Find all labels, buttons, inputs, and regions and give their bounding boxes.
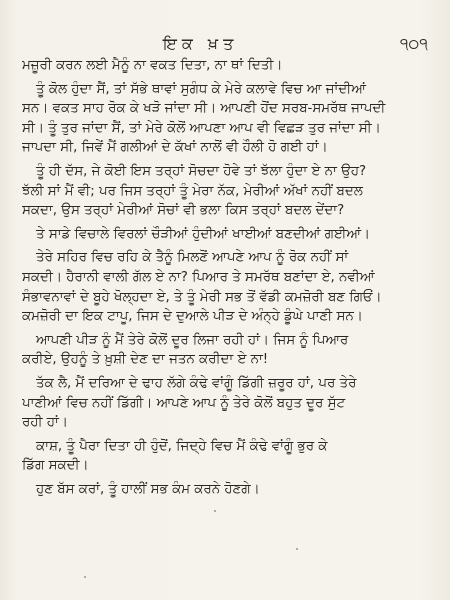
text-line: ਤੇ ਸਾਡੇ ਵਿਚਾਲੇ ਵਿਰਲਾਂ ਚੌੜੀਆਂ ਹੁੰਦੀਆਂ ਖਾਈਆਂ ਬਣਦੀਆਂ ਗਈਆਂ।	[36, 226, 370, 242]
paragraph	[22, 374, 436, 433]
text-line: ਸਨ। ਵਕਤ ਸਾਹ ਰੋਕ ਕੇ ਖੜੋ ਜਾਂਦਾ ਸੀ। ਆਪਣੀ ਹੋਂਦ ਸਰਬ-ਸਮਰੱਥ ਜਾਪਦੀ	[22, 101, 386, 117]
text-line: ਜਾਪਦਾ ਸੀ, ਜਿਵੇਂ ਮੈਂ ਗਲੀਆਂ ਦੇ ਕੱਖਾਂ ਨਾਲੋਂ ਵੀ ਹੌਲੀ ਹੋ ਗਈ ਹਾਂ।	[22, 140, 328, 156]
paragraph	[22, 480, 436, 500]
text-line: ਕਰੀਏ, ਉਹਨੂੰ ਤੇ ਖ਼ੁਸ਼ੀ ਦੇਣ ਦਾ ਜਤਨ ਕਰੀਦਾ ਏ ਨਾ!	[22, 352, 269, 368]
paragraph	[22, 80, 436, 158]
text-line: ਸੰਭਾਵਨਾਵਾਂ ਦੇ ਬੂਹੇ ਖੋਲ੍ਹਦਾ ਏ, ਤੇ ਤੂੰ ਮੇਰੀ ਸਭ ਤੋਂ ਵੱਡੀ ਕਮਜ਼ੋਰੀ ਬਣ ਗਿਓਂ।	[22, 289, 382, 305]
paper-speck	[214, 510, 216, 512]
running-title: ਇਕ ਖ਼ਤ	[163, 34, 239, 53]
text-line: ਸੀ। ਤੂੰ ਤੁਰ ਜਾਂਦਾ ਸੈਂ, ਤਾਂ ਮੇਰੇ ਕੋਲੋਂ ਆਪਣਾ ਆਪ ਵੀ ਵਿਛੜ ਤੁਰ ਜਾਂਦਾ ਸੀ।	[22, 120, 381, 136]
text-line: ਝੱਲੀ ਸਾਂ ਮੈਂ ਵੀ; ਪਰ ਜਿਸ ਤਰ੍ਹਾਂ ਤੂੰ ਮੇਰਾ ਨੱਕ, ਮੇਰੀਆਂ ਅੱਖਾਂ ਨਹੀਂ ਬਦਲ	[22, 183, 363, 199]
text-line: ਰਹੀ ਹਾਂ।	[22, 415, 68, 431]
paragraph	[22, 437, 436, 476]
paragraph	[22, 225, 436, 245]
paragraph	[22, 248, 436, 326]
page-number: ੧੦੧	[399, 34, 428, 53]
text-line: ਪਾਣੀਆਂ ਵਿਚ ਨਹੀਂ ਡਿੱਗੀ। ਆਪਣੇ ਆਪ ਨੂੰ ਤੇਰੇ ਕੋਲੋਂ ਬਹੁਤ ਦੂਰ ਸੁੱਟ	[22, 395, 346, 411]
text-line: ਕਾਸ਼, ਤੂੰ ਪੈਰਾ ਦਿਤਾ ਹੀ ਹੁੰਦੋਂ, ਜਿਦ੍ਹੇ ਵਿਚ ਮੈਂ ਕੰਢੇ ਵਾਂਗੂੰ ਭੁਰ ਕੇ	[36, 438, 328, 454]
paragraph	[22, 331, 436, 370]
text-line: ਮਜ਼ੂਰੀ ਕਰਨ ਲਈ ਮੈਨੂੰ ਨਾ ਵਕਤ ਦਿਤਾ, ਨਾ ਥਾਂ ਦਿਤੀ।	[22, 58, 283, 73]
text-line: ਆਪਣੀ ਪੀੜ ਨੂੰ ਮੈਂ ਤੇਰੇ ਕੋਲੋਂ ਦੂਰ ਲਿਜਾ ਰਹੀ ਹਾਂ। ਜਿਸ ਨੂੰ ਪਿਆਰ	[36, 332, 349, 348]
body-text	[22, 56, 436, 503]
text-line: ਸਕਦਾ, ਉਸ ਤਰ੍ਹਾਂ ਮੇਰੀਆਂ ਸੋਚਾਂ ਵੀ ਭਲਾ ਕਿਸ ਤਰ੍ਹਾਂ ਬਦਲ ਦੇਂਦਾ?	[22, 203, 345, 219]
text-line: ਡਿੱਗ ਸਕਦੀ।	[22, 458, 89, 474]
text-line: ਤੂੰ ਕੋਲ ਹੁੰਦਾ ਸੈਂ, ਤਾਂ ਸੱਭੇ ਥਾਵਾਂ ਸੁਗੰਧ ਕੇ ਮੇਰੇ ਕਲਾਵੇ ਵਿਚ ਆ ਜਾਂਦੀਆਂ	[36, 81, 366, 97]
text-line: ਹੁਣ ਬੱਸ ਕਰਾਂ, ਤੂੰ ਹਾਲੀਂ ਸਭ ਕੰਮ ਕਰਨੇ ਹੋਣਗੇ।	[36, 481, 260, 497]
text-line: ਤੱਕ ਲੈ, ਮੈਂ ਦਰਿਆ ਦੇ ਢਾਹ ਲੱਗੇ ਕੰਢੇ ਵਾਂਗੂੰ ਡਿੱਗੀ ਜ਼ਰੂਰ ਹਾਂ, ਪਰ ਤੇਰੇ	[36, 375, 357, 391]
text-line: ਕਮਜ਼ੋਰੀ ਦਾ ਇਕ ਟਾਪੂ, ਜਿਸ ਦੇ ਦੁਆਲੇ ਪੀੜ ਦੇ ਅੰਨ੍ਹੇ ਡੂੰਘੇ ਪਾਣੀ ਸਨ।	[22, 309, 363, 325]
text-line: ਸਕਦੀ। ਹੈਰਾਨੀ ਵਾਲੀ ਗੱਲ ਏ ਨਾ? ਪਿਆਰ ਤੇ ਸਮਰੱਥ ਬਣਾਂਦਾ ਏ, ਨਵੀਆਂ	[22, 269, 375, 285]
paragraph	[22, 162, 436, 221]
paper-speck	[296, 548, 298, 550]
paper-speck	[84, 576, 86, 578]
paragraph	[22, 56, 436, 76]
page-header	[0, 34, 450, 56]
text-line: ਤੂੰ ਹੀ ਦੱਸ, ਜੇ ਕੋਈ ਇਸ ਤਰ੍ਹਾਂ ਸੋਚਦਾ ਹੋਵੇ ਤਾਂ ਝੱਲਾ ਹੁੰਦਾ ਏ ਨਾ ਉਹ?	[36, 163, 367, 179]
text-line: ਤੇਰੇ ਸਹਿਰ ਵਿਚ ਰਹਿ ਕੇ ਤੈਨੂੰ ਮਿਲਣੋਂ ਆਪਣੇ ਆਪ ਨੂੰ ਰੋਕ ਨਹੀਂ ਸਾਂ	[36, 250, 349, 266]
